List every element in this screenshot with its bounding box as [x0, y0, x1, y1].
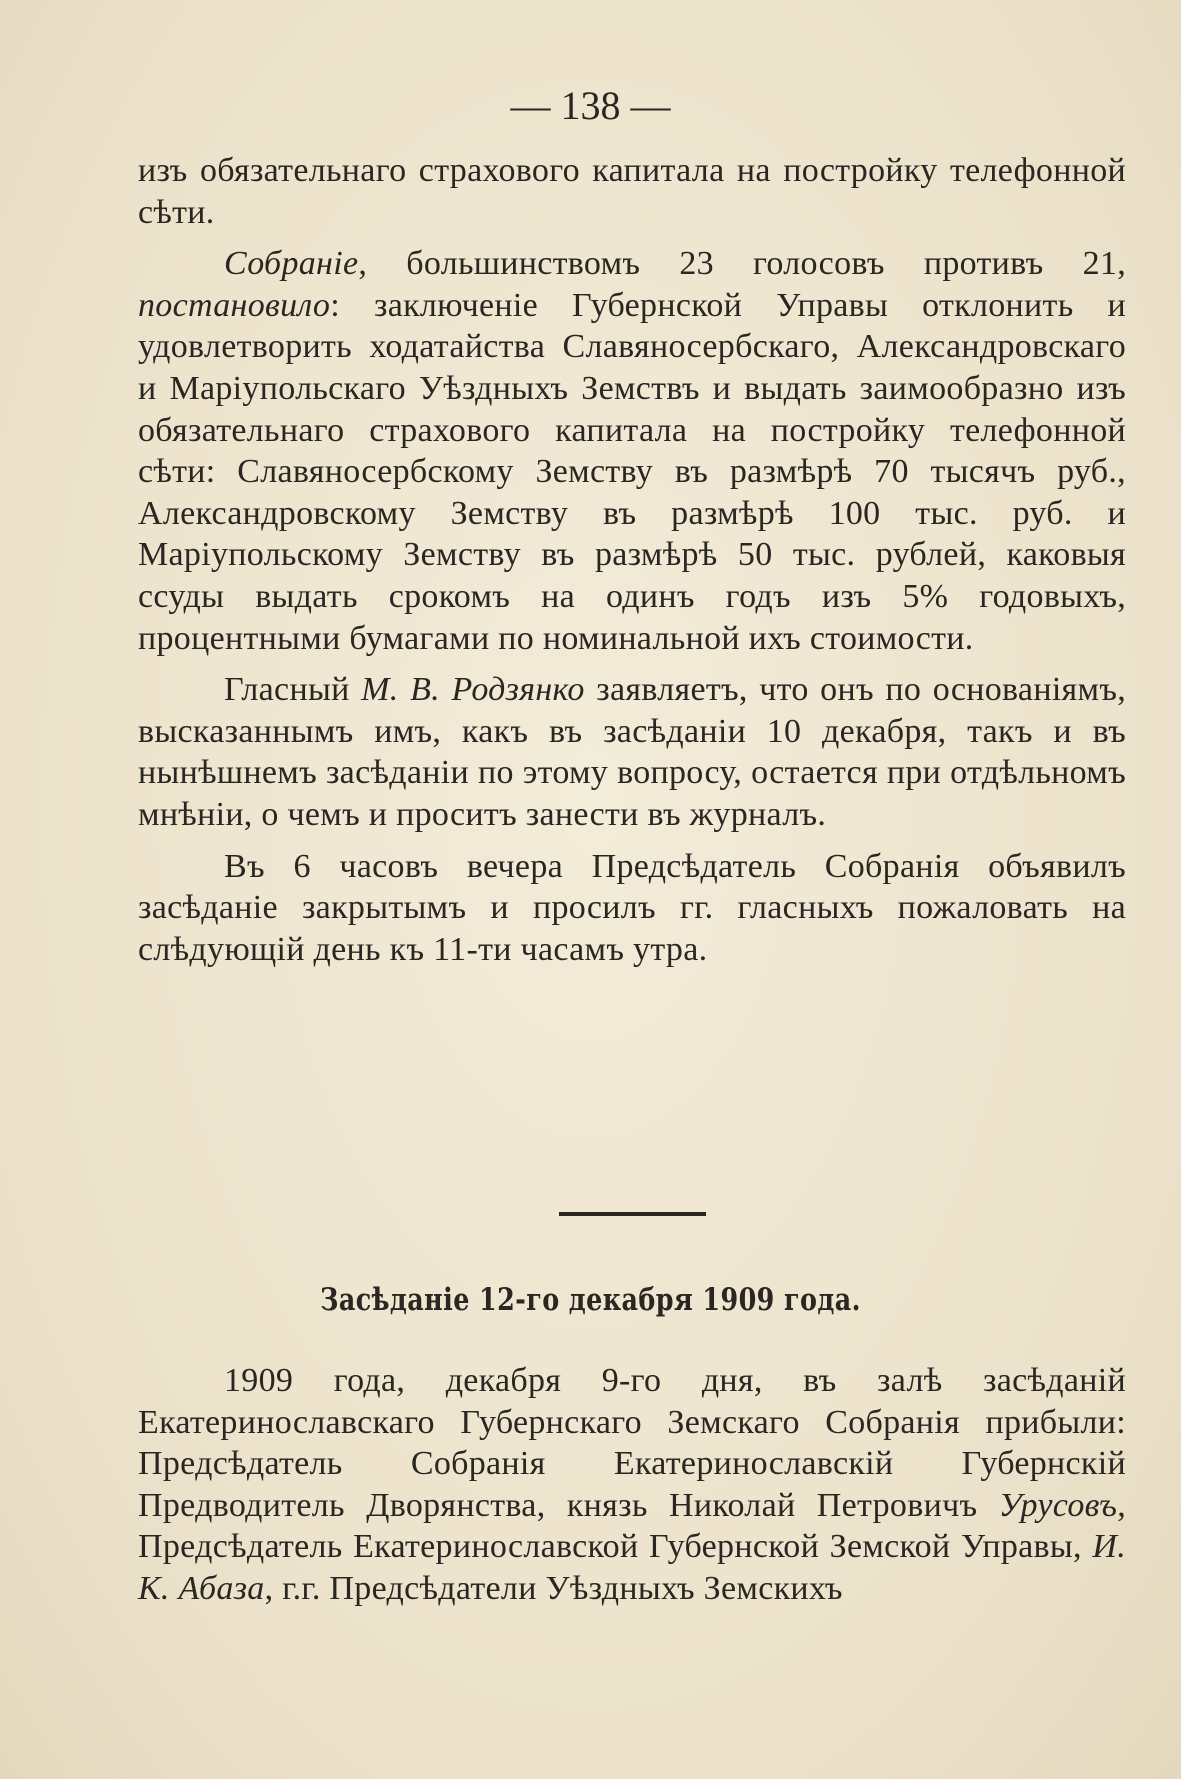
attendance-part-1: 1909 года, декабря 9-го дня, въ залѣ засѣданій Екатеринославскаго Губернскаго Земскаго Собранія прибыли: Предсѣдатель Собранія Екатеринославскій Губернскій Предводитель Дворянства, князь Николай Петровичъ [138, 1362, 1126, 1524]
statement-name: М. В. Родзянко [361, 671, 585, 709]
section-divider [559, 1212, 706, 1216]
resolution-verb: постановило [138, 286, 331, 324]
resolution-body: : заключеніе Губернской Управы отклонить и удовлетворить ходатайства Славяносербскаго, Александровскаго и Маріупольскаго Уѣздныхъ Земствъ и выдать заимообразно изъ обязательнаго страхового капитала на постройку телефонной сѣти: Славяносербскому Земству въ размѣрѣ 70 тысячъ руб., Александровскому Земству въ размѣрѣ 100 тыс. руб. и Маріупольскому Земству въ размѣрѣ 50 тыс. рублей, каковыя ссуды выдать срокомъ на одинъ годъ изъ 5% годовыхъ, процентными бумагами по номинальной ихъ стоимости. [138, 286, 1126, 657]
resolution-subject: Собраніе [224, 245, 359, 283]
attendance-part-3: , г.г. Предсѣдатели Уѣздныхъ Земскихъ [264, 1569, 843, 1607]
closing-paragraph: Въ 6 часовъ вечера Предсѣдатель Собранія объявилъ засѣданіе закрытымъ и просилъ гг. гласныхъ пожаловать на слѣдующій день къ 11-ти часамъ утра. [138, 847, 1126, 968]
resolution-vote: , большинствомъ 23 голосовъ противъ 21, [358, 245, 1126, 283]
resolution-paragraph [138, 243, 1126, 659]
bottom-text-block [138, 1360, 1126, 1610]
page-number: — 138 — [510, 83, 671, 128]
statement-body: заявляетъ, что онъ по основаніямъ, высказаннымъ имъ, какъ въ засѣданіи 10 декабря, такъ и въ нынѣшнемъ засѣданіи по этому вопросу, остается при отдѣльномъ мнѣніи, о чемъ и проситъ занести въ журналъ. [138, 671, 1126, 833]
statement-paragraph [138, 669, 1126, 835]
continuation-paragraph: изъ обязательнаго страхового капитала на постройку телефонной сѣти. [138, 152, 1126, 231]
attendance-part-2: , Предсѣдатель Екатеринославской Губернской Земской Управы, [138, 1486, 1126, 1566]
session-heading: Засѣданіе 12-го декабря 1909 года. [320, 1282, 861, 1318]
statement-prefix: Гласный [224, 671, 362, 709]
attendance-paragraph [138, 1360, 1126, 1610]
top-text-block [138, 150, 1126, 970]
attendee-name-urusov: Урусовъ [998, 1486, 1118, 1524]
attendee-name-abaza: И. К. Абаза [138, 1528, 1126, 1607]
